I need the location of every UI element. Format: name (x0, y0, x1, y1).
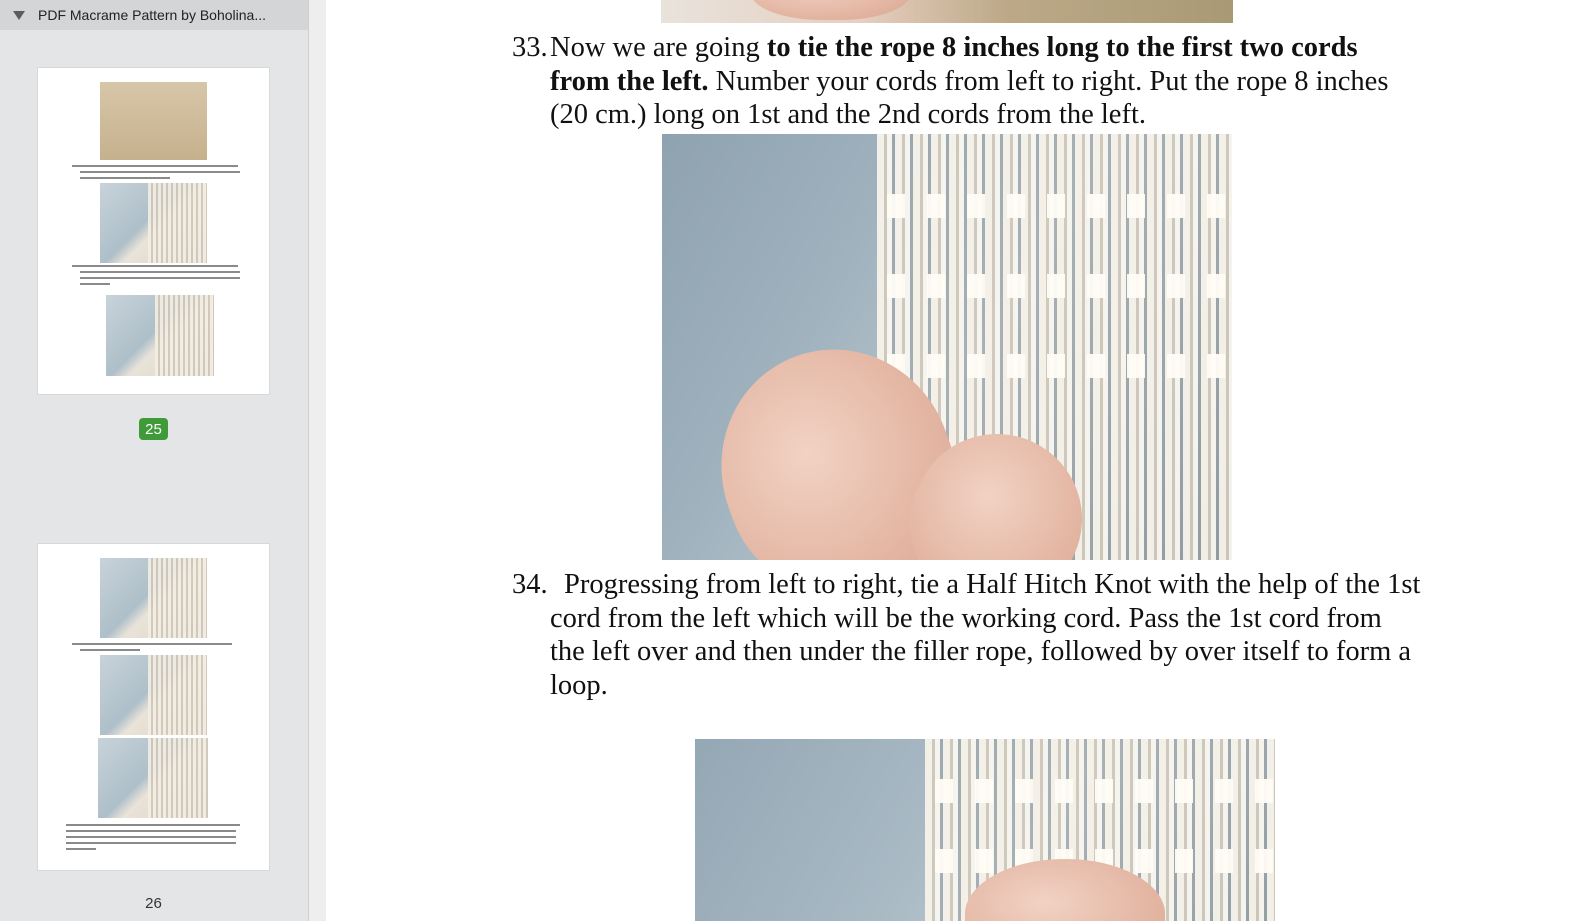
step-34-photo (695, 739, 1275, 921)
step-number: 33. (512, 32, 548, 63)
thumbnail-photo (100, 82, 207, 160)
step-text: Now we are going to tie the rope 8 inches long to the first two cords from the left. Number your cords from left to right. Put the rope 8 inches (20 cm.) long on 1st and the 2nd cords from the left. (550, 32, 1389, 130)
step-number: 34. (512, 569, 548, 600)
thumbnail-sidebar (0, 0, 308, 921)
thumbnail-photo (100, 183, 207, 263)
page-thumbnail-25[interactable] (38, 68, 269, 394)
step-32-photo (661, 0, 1233, 23)
document-header[interactable] (0, 0, 308, 30)
page-thumbnail-26[interactable] (38, 544, 269, 870)
thumbnail-photo (100, 558, 207, 638)
step-33-photo (662, 134, 1232, 560)
thumbnail-photo (100, 655, 207, 735)
step-text: Progressing from left to right, tie a Half Hitch Knot with the help of the 1st cord from the left which will be the working cord. Pass the 1st cord from the left over and then under the filler rope, followed by over itself to form a loop. (550, 569, 1421, 701)
thumbnail-photo (98, 738, 208, 818)
thumbnail-photo (106, 295, 214, 376)
disclosure-triangle-icon[interactable] (13, 11, 25, 20)
document-page (326, 0, 1588, 921)
page-number-label: 26 (145, 895, 162, 912)
page-number-badge: 25 (139, 418, 168, 440)
sidebar-divider[interactable] (308, 0, 326, 921)
document-title: PDF Macrame Pattern by Boholina... (38, 7, 266, 23)
